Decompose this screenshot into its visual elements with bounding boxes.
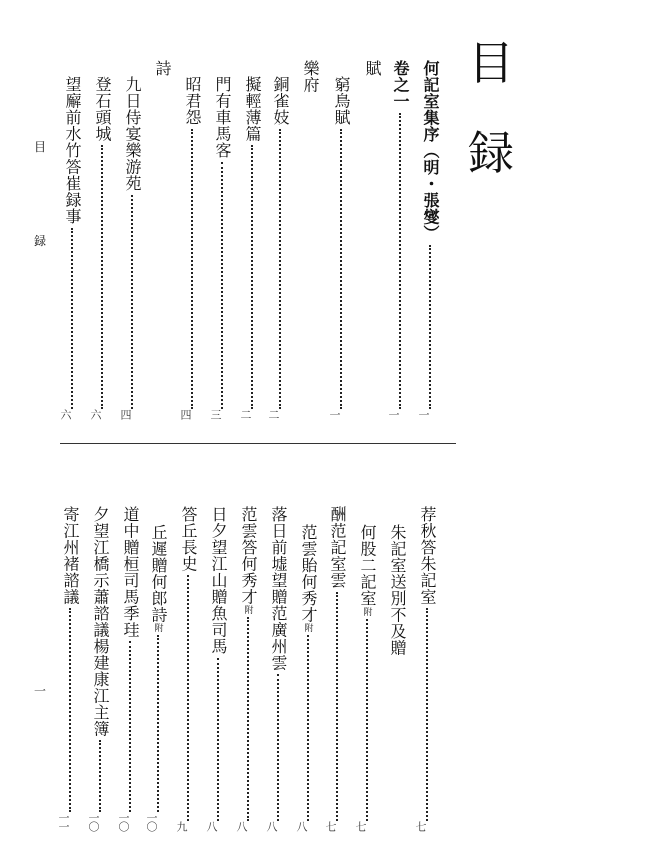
entry-note: 附 [302, 623, 313, 632]
toc-entry [152, 60, 172, 418]
entry-title: 門有車馬客 [213, 76, 232, 159]
entry-title: 詩 [153, 60, 172, 77]
entry-page-number: 一〇 [145, 812, 158, 830]
entry-title: 擬輕薄篇 [243, 76, 262, 142]
running-head-char-2: 録 [33, 234, 46, 248]
entry-page-number: 八 [235, 821, 248, 830]
toc-entry [387, 60, 410, 418]
entry-title: 荐秋答朱記室 [418, 506, 437, 605]
entry-title: 銅雀妓 [271, 76, 290, 126]
entry-page-number: 三 [209, 409, 222, 418]
toc-entry [119, 76, 142, 418]
entry-page-number: 九 [175, 821, 188, 830]
page-title-char-2: 録 [468, 126, 514, 180]
toc-entry [117, 506, 140, 830]
entry-page-number: 一一 [57, 812, 70, 830]
entry-title: 道中贈桓司馬季珪 [121, 506, 140, 638]
entry-page-number: 一〇 [117, 812, 130, 830]
entry-title: 酬范記室雲 [328, 506, 347, 589]
entry-page-number: 八 [295, 821, 308, 830]
dot-leader [101, 145, 103, 409]
dot-leader [366, 619, 368, 822]
entry-page-number: 二 [267, 409, 280, 418]
dot-leader [336, 592, 338, 822]
toc-entry [179, 76, 202, 418]
dot-leader [429, 245, 431, 410]
entry-title: 答丘長史 [179, 506, 198, 572]
dot-leader [131, 195, 133, 410]
entry-title: 望廨前水竹答崔録事 [63, 76, 82, 225]
entry-page-number: 七 [354, 821, 367, 830]
toc-entry [57, 506, 80, 830]
toc-entry [387, 524, 407, 830]
dot-leader [129, 641, 131, 812]
entry-page-number: 一 [328, 409, 341, 418]
toc-entry [239, 76, 262, 418]
dot-leader [99, 740, 101, 812]
entry-title: 范雲貽何秀才 [299, 524, 318, 623]
toc-entry [89, 76, 112, 418]
page-number: 一 [33, 684, 46, 698]
entry-title: 日夕望江山贈魚司馬 [209, 506, 228, 655]
entry-title: 何記室集序（明・張燮） [421, 60, 440, 242]
entry-title: 昭君怨 [183, 76, 202, 126]
dot-leader [307, 635, 309, 821]
entry-page-number: 二 [239, 409, 252, 418]
dot-leader [71, 228, 73, 410]
entry-note: 附 [152, 623, 163, 632]
toc-entry [300, 60, 320, 418]
toc-entry [265, 506, 288, 830]
entry-title: 登石頭城 [93, 76, 112, 142]
entry-page-number: 八 [265, 821, 278, 830]
toc-entry [209, 76, 232, 418]
toc-entry [417, 60, 440, 418]
toc-entry [354, 524, 377, 830]
dot-leader [217, 658, 219, 822]
toc-entry [414, 506, 437, 830]
dot-leader [157, 635, 159, 812]
section-divider [60, 443, 456, 444]
toc-entry [324, 506, 347, 830]
toc-entry [87, 506, 110, 830]
entry-note: 附 [361, 606, 372, 616]
dot-leader [69, 608, 71, 812]
dot-leader [279, 129, 281, 410]
dot-leader [399, 113, 401, 410]
entry-page-number: 四 [179, 409, 192, 418]
entry-title: 丘遲贈何郎詩 [149, 524, 168, 623]
entry-page-number: 八 [205, 821, 218, 830]
entry-page-number: 一〇 [87, 812, 100, 830]
dot-leader [187, 575, 189, 821]
toc-entry [145, 524, 168, 830]
entry-title: 何股二記室 [358, 524, 377, 607]
toc-entry [235, 506, 258, 830]
dot-leader [251, 145, 253, 409]
entry-title: 樂府 [301, 60, 320, 93]
toc-entry [328, 76, 351, 418]
entry-page-number: 一 [417, 409, 430, 418]
entry-title: 窮鳥賦 [332, 76, 351, 126]
entry-title: 夕望江橋示蕭諮議楊建康江主簿 [91, 506, 110, 737]
entry-title: 寄江州褚諮議 [61, 506, 80, 605]
entry-page-number: 四 [119, 409, 132, 418]
entry-title: 九日侍宴樂游苑 [123, 76, 142, 192]
entry-title: 朱記室送別不及贈 [388, 524, 407, 656]
dot-leader [277, 674, 279, 821]
toc-entry [175, 506, 198, 830]
toc-entry [59, 76, 82, 418]
toc-entry [205, 506, 228, 830]
toc-entry [295, 524, 318, 830]
entry-title: 落日前墟望贈范廣州雲 [269, 506, 288, 671]
entry-page-number: 一 [387, 409, 400, 418]
entry-page-number: 六 [59, 409, 72, 418]
dot-leader [247, 617, 249, 821]
toc-entry [267, 76, 290, 418]
entry-page-number: 七 [414, 821, 427, 830]
entry-page-number: 六 [89, 409, 102, 418]
dot-leader [221, 162, 223, 410]
entry-title: 卷之一 [391, 60, 410, 110]
dot-leader [191, 129, 193, 410]
dot-leader [426, 608, 428, 821]
entry-title: 范雲答何秀才 [239, 506, 258, 605]
running-head-char-1: 目 [33, 140, 46, 154]
toc-entry [362, 60, 382, 418]
entry-note: 附 [242, 605, 253, 614]
entry-page-number: 七 [324, 821, 337, 830]
dot-leader [340, 129, 342, 410]
page-title-char-1: 目 [468, 36, 514, 90]
entry-title: 賦 [363, 60, 382, 77]
